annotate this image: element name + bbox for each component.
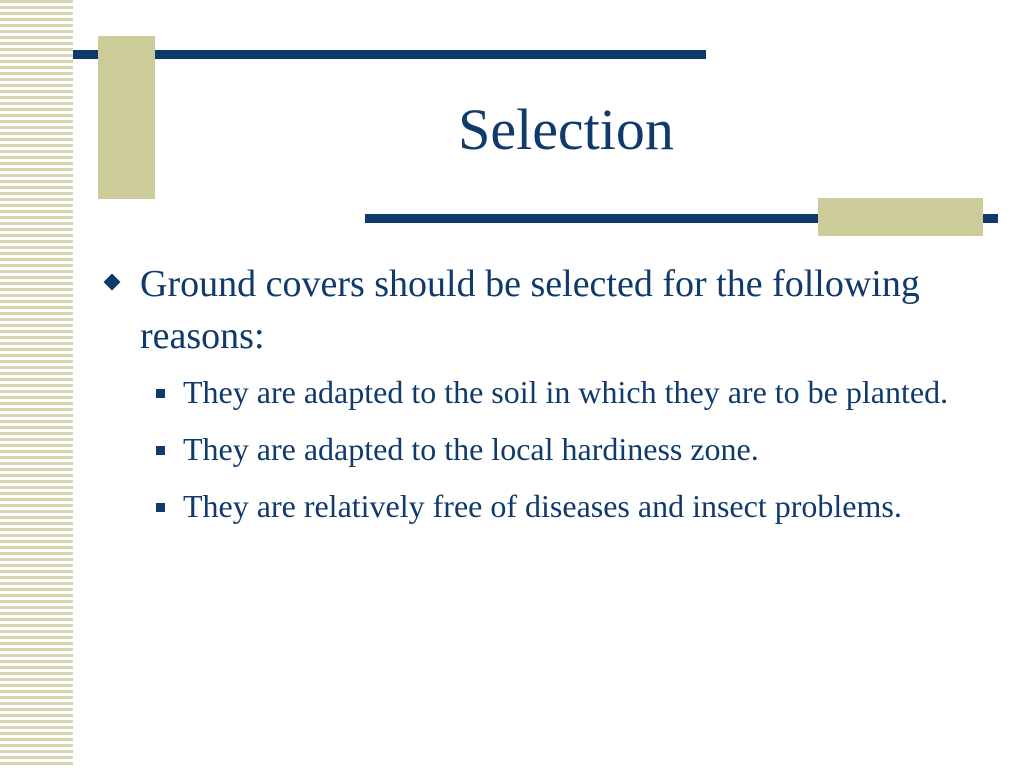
sub-bullet-text: They are adapted to the local hardiness zone. xyxy=(183,431,759,467)
slide-title: Selection xyxy=(458,97,674,162)
main-bullet xyxy=(104,258,984,362)
main-bullet-text: Ground covers should be selected for the following reasons: xyxy=(140,263,920,357)
sub-bullet xyxy=(148,370,984,414)
diamond-bullet-icon xyxy=(104,274,121,291)
sub-bullet-list xyxy=(104,370,984,528)
top-accent-line xyxy=(73,50,706,59)
sub-bullet-text: They are adapted to the soil in which they are to be planted. xyxy=(183,374,949,410)
right-accent-block xyxy=(818,198,983,236)
sub-bullet xyxy=(148,427,984,471)
left-striped-band xyxy=(0,0,73,768)
sub-bullet-text: They are relatively free of diseases and insect problems. xyxy=(183,488,902,524)
square-bullet-icon xyxy=(156,446,165,455)
sub-bullet xyxy=(148,484,984,528)
square-bullet-icon xyxy=(156,389,165,398)
slide-content xyxy=(104,258,984,541)
top-accent-block xyxy=(98,36,155,199)
square-bullet-icon xyxy=(156,503,165,512)
